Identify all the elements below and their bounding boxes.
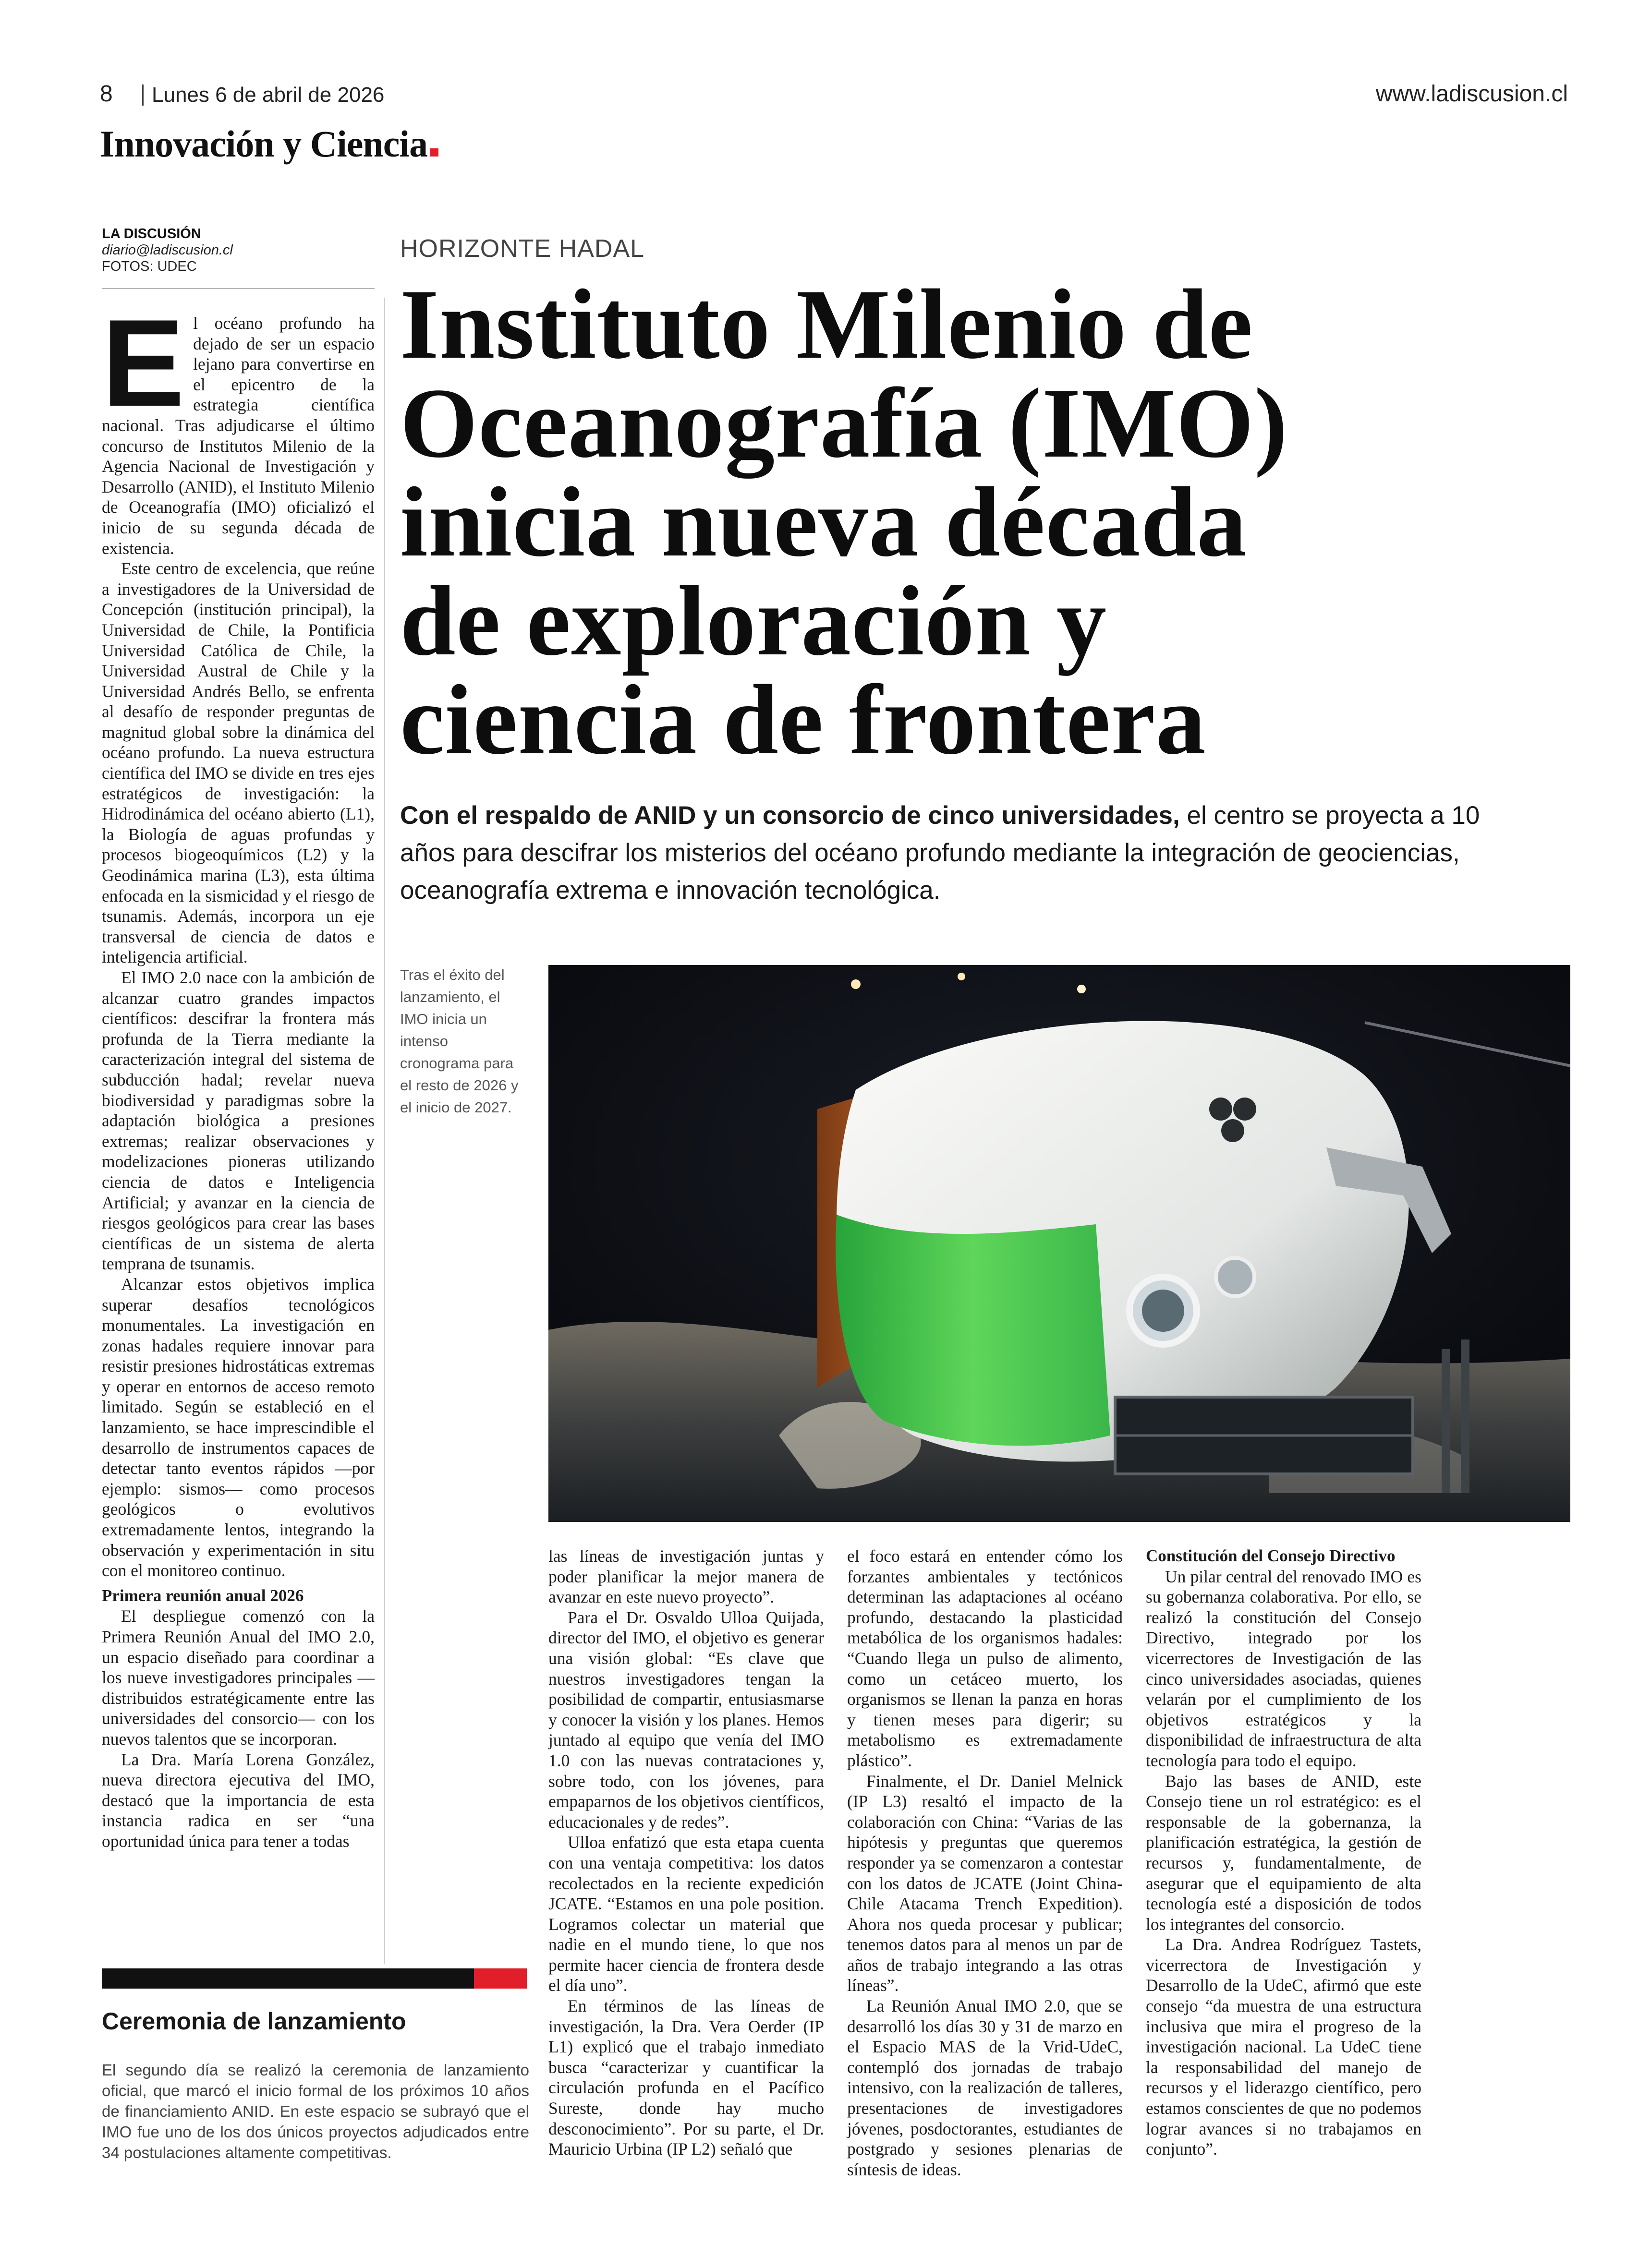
article-paragraph: Un pilar central del renovado IMO es su gobernanza colaborativa. Por ello, se realizó la constitución del Consejo Directivo, integrado por los vicerrectores de Investigación de las cinco universidades asociadas, quienes velarán por el cumplimiento de los objetivos estratégicos y la disponibilidad de infraestructura de alta tecnología para todo el equipo. [1146,1567,1421,1770]
headline-line: ciencia de frontera [400,664,1206,775]
deck-lead: Con el respaldo de ANID y un consorcio de cinco universidades, [400,801,1180,830]
article-column-1 [102,293,375,1852]
sidebar-rule-black [102,1968,513,1989]
article-column-3 [847,1546,1123,2180]
article-paragraph: La Dra. Andrea Rodríguez Tastets, vicerrectora de Investigación y Desarrollo de la UdeC, afirmó que este consejo “da muestra de una estructura inclusiva que mira el progreso de la investigación nacional. La UdeC tiene la responsabilidad del manejo de recursos y el liderazgo científico, pero estamos conscientes de que no podemos lograr avances si no trabajamos en conjunto”. [1146,1935,1421,2159]
outlet-credit: LA DISCUSIÓN [102,226,201,241]
submersible-photo [548,965,1570,1522]
headline-line: inicia nueva década [400,467,1248,577]
article-paragraph: Ulloa enfatizó que esta etapa cuenta con una ventaja competitiva: los datos recolectados en la reciente expedición JCATE. “Estamos en una pole position. Logramos colectar un material que nadie en el mundo tiene, lo que nos permite hacer ciencia de frontera desde el día uno”. [548,1833,824,1995]
article-paragraph: Este centro de excelencia, que reúne a investigadores de la Universidad de Concepción (institución principal), la Universidad de Chile, la Pontificia Universidad Católica de Chile, la Universidad Austral de Chile y la Universidad Andrés Bello, se enfrenta al desafío de responder preguntas de magnitud global sobre la dinámica del océano profundo. La nueva estructura científica del IMO se divide en tres ejes estratégicos de investigación: la Hidrodinámica del océano abierto (L1), la Biología de aguas profundas y procesos biogeoquímicos (L2) y la Geodinámica marina (L3), esta última enfocada en la sismicidad y el riesgo de tsunamis. Además, incorpora un eje transversal de ciencia de datos e inteligencia artificial. [102,559,375,967]
article-column-4 [1146,1546,1421,2159]
article-subhead: Constitución del Consejo Directivo [1146,1546,1396,1565]
article-paragraph: Finalmente, el Dr. Daniel Melnick (IP L3) resaltó el impacto de la colaboración con China: “Varias de las hipótesis y preguntas que queremos responder ya se comenzaron a contestar con los datos de JCATE (Joint China-Chile Atacama Trench Expedition). Ahora nos queda procesar y publicar; tenemos datos para al menos un par de años de trabajo integrando a las otras líneas”. [847,1771,1123,1995]
article-subhead: Primera reunión anual 2026 [102,1586,304,1605]
headline [400,269,1562,775]
website-link[interactable]: www.ladiscusion.cl [1375,81,1568,107]
article-paragraph: Para el Dr. Osvaldo Ulloa Quijada, director del IMO, el objetivo es generar una visión global: “Es clave que nuestros investigadores tengan la posibilidad de compartir, entusiasmarse y conocer la visión y los planes. Hemos juntado al equipo que venía del IMO 1.0 con las nuevas contrataciones y, sobre todo, con los jóvenes, para empaparnos de los objetivos científicos, educacionales y de redes”. [548,1607,824,1832]
drop-cap: E [102,293,185,432]
kicker: HORIZONTE HADAL [400,235,645,263]
section-title [100,122,438,166]
article-paragraph: La Dra. María Lorena González, nueva directora ejecutiva del IMO, destacó que la importancia de esta instancia radica en ser “una oportunidad única para tener a todas [102,1749,375,1851]
section-title-text: Innovación y Ciencia [100,123,428,165]
article-paragraph: El IMO 2.0 nace con la ambición de alcanzar cuatro grandes impactos científicos: descifrar la frontera más profunda de la Tierra mediante la caracterización integral del sistema de subducción hadal; revelar nueva biodiversidad y paradigmas sobre la adaptación biológica a presiones extremas; realizar observaciones y modelizaciones pioneras utilizando ciencia de datos e Inteligencia Artificial; y avanzar en la ciencia de riesgos geológicos para crear las bases científicas de un sistema de alerta temprana de tsunamis. [102,968,375,1274]
photo-caption: Tras el éxito del lanzamiento, el IMO inicia un intenso cronograma para el resto de 2026 y el inicio de 2027. [400,966,519,1116]
article-paragraph: Alcanzar estos objetivos implica superar desafíos tecnológicos monumentales. La investigación en zonas hadales requiere innovar para resistir presiones hidrostáticas extremas y operar en entornos de acceso remoto limitado. Según se estableció en el lanzamiento, se hace imprescindible el desarrollo de instrumentos capaces de detectar tanto eventos rápidos —por ejemplo: sismos— como procesos geológicos o evolutivos extremadamente lentos, integrando la observación y experimentación in situ con el monitoreo continuo. [102,1274,375,1580]
photo-credit: FOTOS: UDEC [102,259,197,274]
article-paragraph: el foco estará en entender cómo los forzantes ambientales y tectónicos determinan las adaptaciones al océano profundo, destacando la plasticidad metabólica de los organismos hadales: “Cuando llega un pulso de alimento, como un cetáceo muerto, los organismos se llenan la panza en horas y tienen meses para digerir; su metabolismo es extremadamente plástico”. [847,1546,1123,1770]
deck [400,797,1538,909]
author-email[interactable]: diario@ladiscusion.cl [102,242,233,258]
issue-date: Lunes 6 de abril de 2026 [152,83,385,107]
headline-line: Oceanografía (IMO) [400,368,1288,478]
credits-rule [102,288,375,289]
sidebar-rule-red [474,1968,527,1989]
submersible-illustration [548,965,1570,1522]
article-paragraph: La Reunión Anual IMO 2.0, que se desarrolló los días 30 y 31 de marzo en el Espacio MAS de la Vrid-UdeC, contempló dos jornadas de trabajo intensivo, con la realización de talleres, presentaciones de investigadores jóvenes, posdoctorantes, estudiantes de postgrado y sesiones plenarias de síntesis de ideas. [847,1996,1123,2179]
article-column-2 [548,1546,824,2159]
article-paragraph: El despliegue comenzó con la Primera Reunión Anual del IMO 2.0, un espacio diseñado para coordinar a los nueve investigadores principales —distribuidos estratégicamente entre las universidades del consorcio— con los nuevos talentos que se incorporan. [102,1606,375,1749]
deck-body: el centro se proyecta a 10 años para descifrar los misterios del océano profundo mediante la integración de geociencias, oceanografía extrema e innovación tecnológica. [400,801,1480,905]
page-number: 8 [100,81,113,107]
section-accent-dot [430,148,438,157]
article-paragraph: Bajo las bases de ANID, este Consejo tiene un rol estratégico: es el responsable de la gobernanza, la planificación estratégica, la gestión de recursos y, fundamentalmente, de asegurar que el equipamiento de alta tecnología esté a disposición de todos los integrantes del consorcio. [1146,1771,1421,1934]
headline-line: Instituto Milenio de [400,269,1253,379]
article-paragraph [102,293,375,558]
header-divider [142,84,144,106]
article-paragraph: las líneas de investigación juntas y poder planificar la mejor manera de avanzar en este nuevo proyecto”. [548,1546,824,1607]
headline-line: de exploración y [400,566,1107,676]
column-rule [384,298,385,1964]
article-paragraph-text: l océano profundo ha dejado de ser un espacio lejano para convertirse en el epicentro de la estrategia científica nacional. Tras adjudicarse el último concurso de Institutos Milenio de la Agencia Nacional de Investigación y Desarrollo (ANID), el Instituto Milenio de Oceanografía (IMO) oficializó el inicio de su segunda década de existencia. [102,314,375,558]
sidebar-body: El segundo día se realizó la ceremonia de lanzamiento oficial, que marcó el inicio formal de los próximos 10 años de financiamiento ANID. En este espacio se subrayó que el IMO fue uno de los dos únicos proyectos adjudicados entre 34 postulaciones altamente competitivas. [102,2061,529,2161]
article-paragraph: En términos de las líneas de investigación, la Dra. Vera Oerder (IP L1) explicó que el trabajo inmediato busca “caracterizar y cuantificar la circulación profunda en el Pacífico Sureste, donde hay mucho desconocimiento”. Por su parte, el Dr. Mauricio Urbina (IP L2) señaló que [548,1996,824,2159]
sidebar-title: Ceremonia de lanzamiento [102,2008,406,2035]
